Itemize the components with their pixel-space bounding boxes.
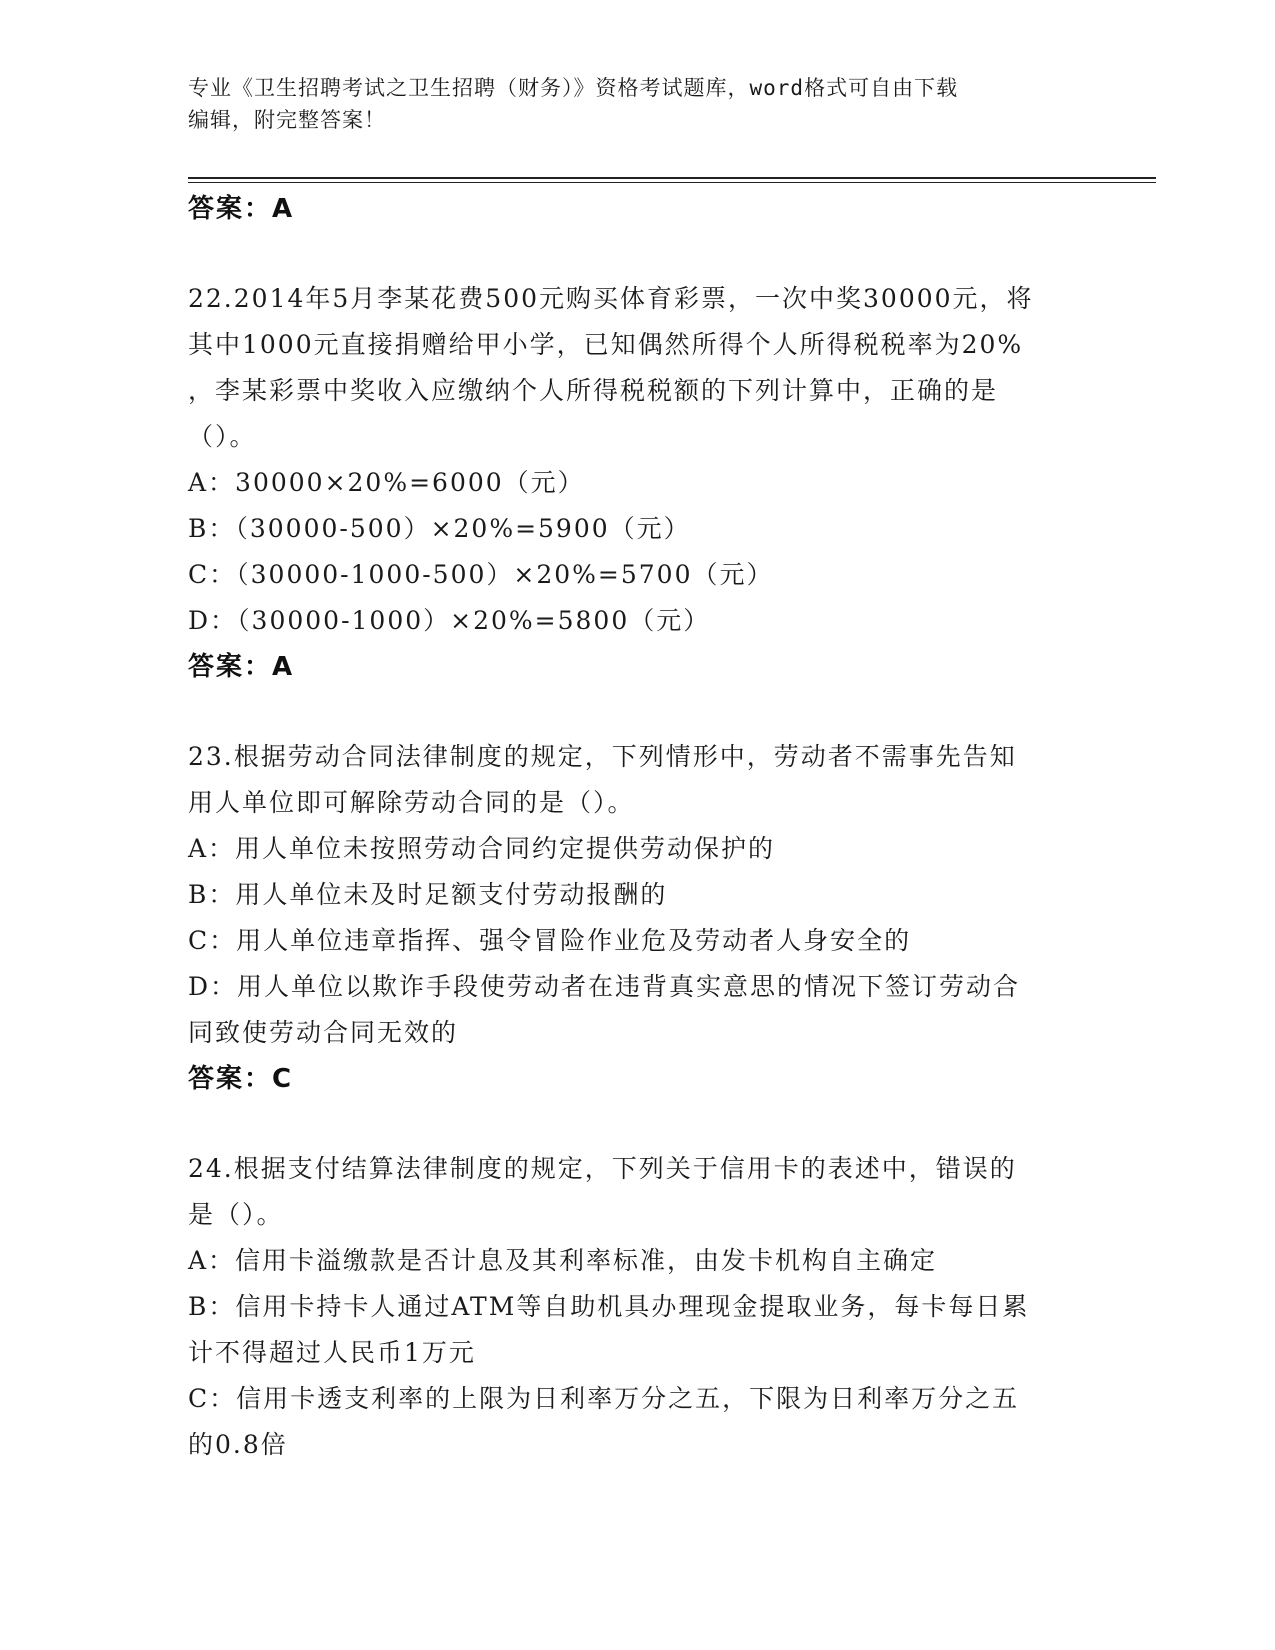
option-c: C：用人单位违章指挥、强令冒险作业危及劳动者人身安全的	[188, 926, 912, 955]
question-stem-line: 24.根据支付结算法律制度的规定，下列关于信用卡的表述中，错误的	[188, 1154, 1017, 1183]
page-header	[188, 72, 1078, 136]
question-stem-line: 是（）。	[188, 1200, 284, 1229]
question-stem-line: 22.2014年5月李某花费500元购买体育彩票，一次中奖30000元，将	[188, 284, 1034, 313]
option-a: A：用人单位未按照劳动合同约定提供劳动保护的	[188, 834, 776, 863]
previous-answer-block	[188, 186, 1088, 232]
question-stem-line: （）。	[188, 422, 257, 451]
question-24	[188, 1146, 1088, 1468]
header-line-2: 编辑，附完整答案！	[188, 108, 386, 132]
answer-label: 答案：A	[188, 194, 295, 224]
header-divider-thin	[188, 182, 1156, 183]
option-a: A：30000×20%=6000（元）	[188, 468, 585, 497]
option-c-continued: 的0.8倍	[188, 1430, 288, 1459]
header-divider	[188, 177, 1156, 179]
option-b-continued: 计不得超过人民币1万元	[188, 1338, 476, 1367]
option-d: D：（30000-1000）×20%=5800（元）	[188, 606, 711, 635]
question-stem-line: ，李某彩票中奖收入应缴纳个人所得税税额的下列计算中，正确的是	[188, 376, 999, 405]
answer-label: 答案：C	[188, 1064, 294, 1094]
question-stem-line: 其中1000元直接捐赠给甲小学，已知偶然所得个人所得税税率为20%	[188, 330, 1024, 359]
question-stem-line: 用人单位即可解除劳动合同的是（）。	[188, 788, 635, 817]
header-line-1: 专业《卫生招聘考试之卫生招聘（财务）》资格考试题库，word格式可自由下载	[188, 76, 959, 100]
option-c: C：信用卡透支利率的上限为日利率万分之五，下限为日利率万分之五	[188, 1384, 1020, 1413]
question-22	[188, 276, 1088, 690]
option-d-continued: 同致使劳动合同无效的	[188, 1018, 459, 1047]
option-b: B：信用卡持卡人通过ATM等自助机具办理现金提取业务，每卡每日累	[188, 1292, 1030, 1321]
question-stem-line: 23.根据劳动合同法律制度的规定，下列情形中，劳动者不需事先告知	[188, 742, 1017, 771]
answer-label: 答案：A	[188, 652, 295, 682]
option-a: A：信用卡溢缴款是否计息及其利率标准，由发卡机构自主确定	[188, 1246, 938, 1275]
question-23	[188, 734, 1088, 1102]
option-d: D：用人单位以欺诈手段使劳动者在违背真实意思的情况下签订劳动合	[188, 972, 1021, 1001]
question-content	[188, 186, 1088, 1512]
option-b: B：用人单位未及时足额支付劳动报酬的	[188, 880, 668, 909]
option-b: B：（30000-500）×20%=5900（元）	[188, 514, 691, 543]
option-c: C：（30000-1000-500）×20%=5700（元）	[188, 560, 774, 589]
